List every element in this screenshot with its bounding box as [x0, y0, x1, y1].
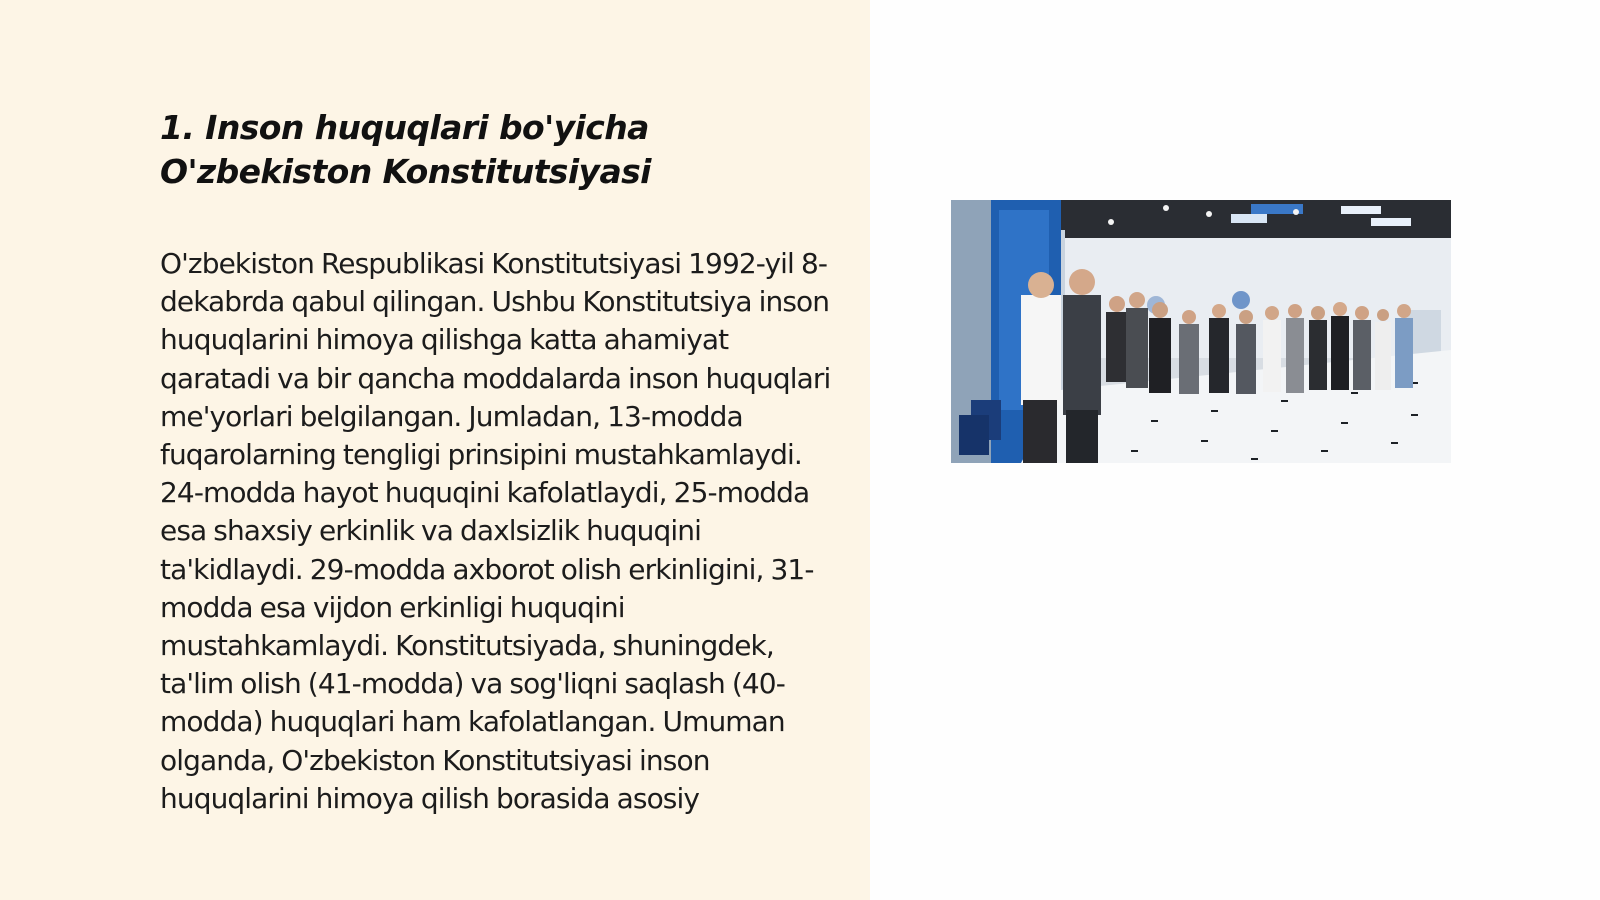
group-photo — [951, 200, 1451, 463]
group-photo-illustration — [951, 200, 1451, 463]
slide-title-line-1: 1. Inson huquqlari bo'yicha — [160, 108, 649, 147]
slide-title — [160, 106, 840, 194]
slide-body-text: O'zbekiston Respublikasi Konstitutsiyasi 1992-yil 8-dekabrda qabul qilingan. Ushbu Konstitutsiya inson huquqlarini himoya qilishga katta ahamiyat qaratadi va bir qancha moddalarda inson huquqlari me'yorlari belgilangan. Jumladan, 13-modda fuqarolarning tengligi prinsipini mustahkamlaydi. 24-modda hayot huquqini kafolatlaydi, 25-modda esa shaxsiy erkinlik va daxlsizlik huquqini ta'kidlaydi. 29-modda axborot olish erkinligini, 31-modda esa vijdon erkinligi huquqini mustahkamlaydi. Konstitutsiyada, shuningdek, ta'lim olish (41-modda) va sog'liqni saqlash (40-modda) huquqlari ham kafolatlangan. Umuman olganda, O'zbekiston Konstitutsiyasi inson huquqlarini himoya qilish borasida asosiy — [160, 247, 831, 815]
slide-title-line-2: O'zbekiston Konstitutsiyasi — [160, 152, 651, 191]
